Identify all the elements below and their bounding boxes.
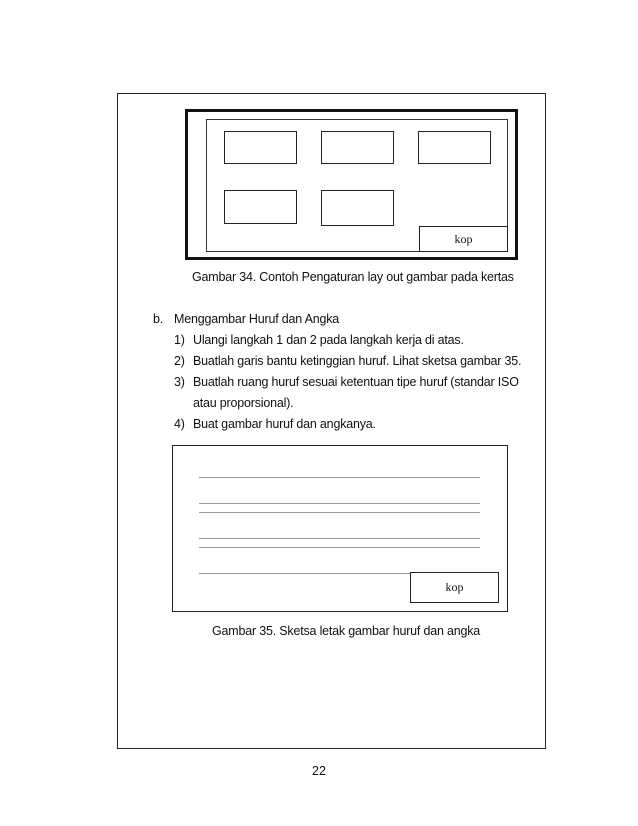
step-text: Buatlah garis bantu ketinggian huruf. Lihat sketsa gambar 35. (193, 354, 522, 368)
step-text: Buat gambar huruf dan angkanya. (193, 417, 376, 431)
guide-line (199, 538, 480, 539)
step-text: Buatlah ruang huruf sesuai ketentuan tipe huruf (standar ISO (193, 375, 519, 389)
layout-box (321, 190, 394, 226)
kop-box: kop (410, 572, 499, 603)
guide-line (199, 477, 480, 478)
guide-line (199, 573, 410, 574)
step-number: 1) (174, 333, 185, 347)
figure-35-caption: Gambar 35. Sketsa letak gambar huruf dan angka (212, 624, 481, 638)
layout-box (418, 131, 491, 164)
guide-line (199, 512, 480, 513)
guide-line (199, 503, 480, 504)
step-number: 4) (174, 417, 185, 431)
figure-34-caption: Gambar 34. Contoh Pengaturan lay out gambar pada kertas (192, 270, 514, 284)
step-text: Ulangi langkah 1 dan 2 pada langkah kerja di atas. (193, 333, 464, 347)
layout-box (224, 190, 297, 224)
page-number: 22 (312, 764, 326, 778)
kop-box: kop (419, 226, 508, 252)
section-marker: b. (153, 312, 164, 326)
step-text-continuation: atau proporsional). (193, 396, 294, 410)
guide-line (199, 547, 480, 548)
step-number: 2) (174, 354, 185, 368)
layout-box (321, 131, 394, 164)
step-number: 3) (174, 375, 185, 389)
section-heading: Menggambar Huruf dan Angka (174, 312, 340, 326)
layout-box (224, 131, 297, 164)
